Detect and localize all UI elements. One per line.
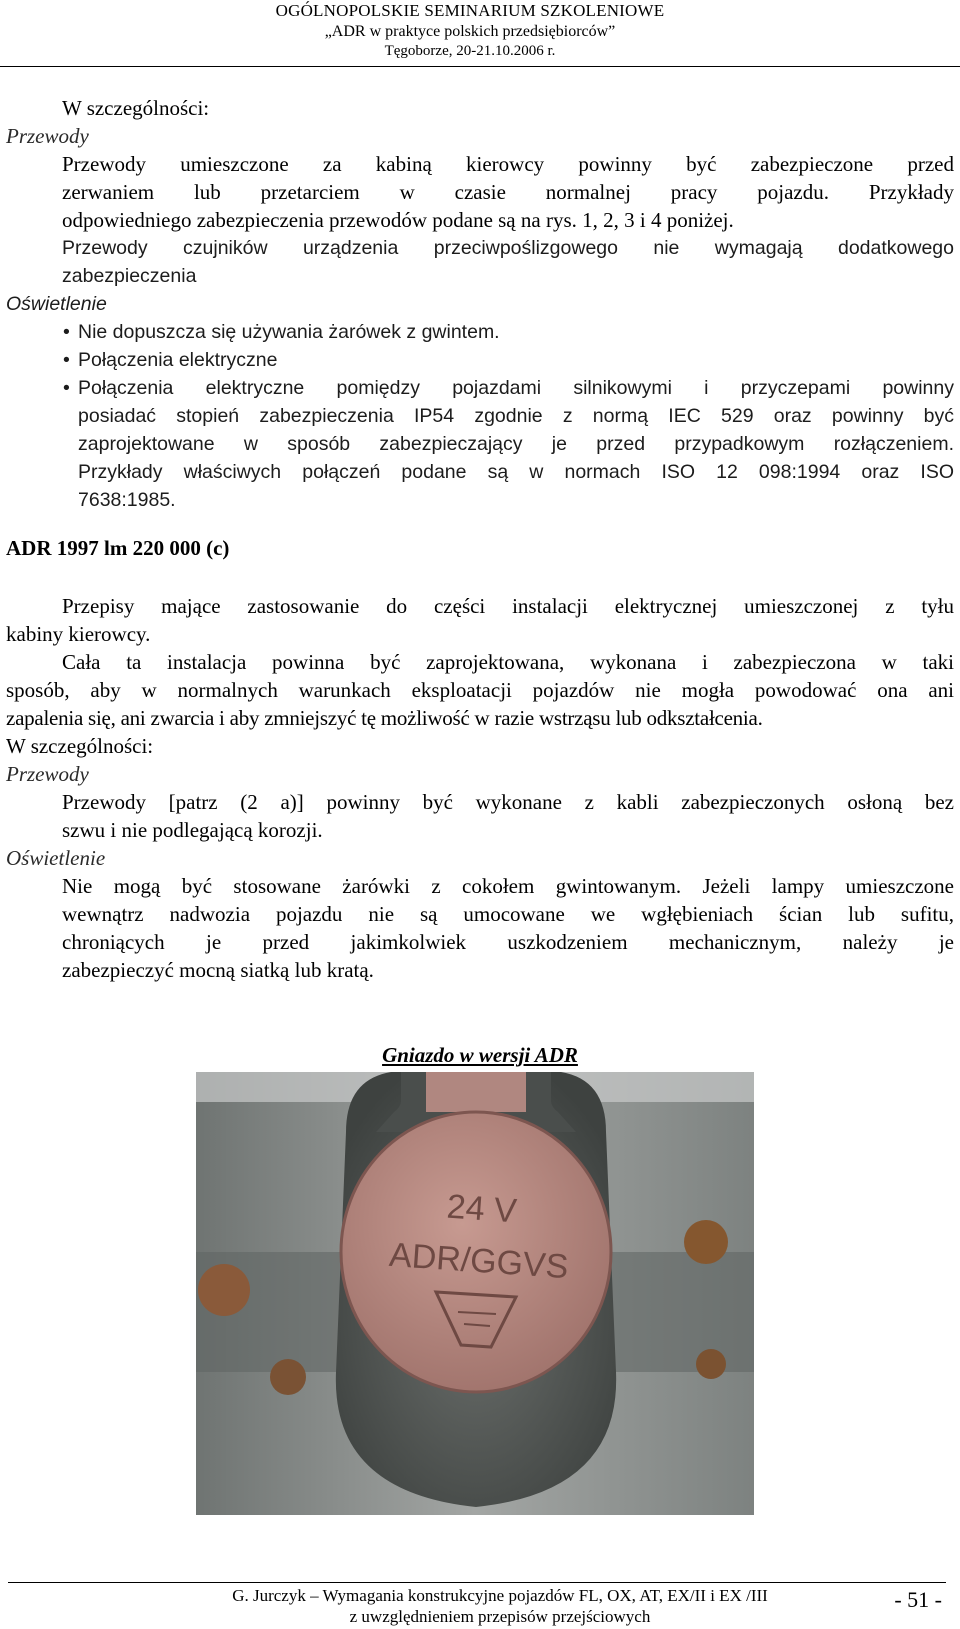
bullet-icon: • xyxy=(63,377,70,399)
paragraph-line: kabiny kierowcy. xyxy=(6,622,151,646)
subsection-title: Oświetlenie xyxy=(6,293,107,315)
paragraph-line: Przewody czujników urządzenia przeciwpoślizgowego nie wymagają dodatkowego xyxy=(62,237,954,259)
paragraph-line: szwu i nie podlegającą korozji. xyxy=(62,818,323,842)
header-place-date: Tęgoborze, 20-21.10.2006 r. xyxy=(384,43,556,59)
paragraph-line: zabezpieczenia xyxy=(62,265,197,287)
page-number: - 51 - xyxy=(894,1587,942,1612)
footer-divider xyxy=(8,1582,946,1583)
list-item-continuation: zaprojektowane w sposób zabezpieczający je przed przypadkowym rozłączeniem. xyxy=(78,433,954,455)
list-item xyxy=(6,374,954,402)
socket-photo xyxy=(196,1072,754,1515)
subsection-title: Przewody xyxy=(6,762,89,786)
footer-author-title: G. Jurczyk – Wymagania konstrukcyjne pojazdów FL, OX, AT, EX/II i EX /III xyxy=(232,1586,768,1605)
paragraph-line: Przepisy mające zastosowanie do części instalacji elektrycznej umieszczonej z tyłu xyxy=(62,594,954,618)
body-text xyxy=(6,94,954,984)
photo-embossed-voltage: 24 V xyxy=(445,1187,518,1231)
paragraph-line: sposób, aby w normalnych warunkach eksploatacji pojazdów nie mogła powodować ona ani xyxy=(6,678,954,702)
paragraph-line: zerwaniem lub przetarciem w czasie normalnej pracy pojazdu. Przykłady xyxy=(62,180,954,204)
footer-subtitle: z uwzględnieniem przepisów przejściowych xyxy=(349,1607,651,1626)
header-divider xyxy=(0,66,960,67)
section-heading: ADR 1997 lm 220 000 (c) xyxy=(6,536,230,560)
list-item-continuation: Przykłady właściwych połączeń podane są w normach ISO 12 098:1994 oraz ISO xyxy=(78,461,954,483)
bullet-icon: • xyxy=(63,349,70,371)
paragraph-line: Nie mogą być stosowane żarówki z cokołem gwintowanym. Jeżeli lampy umieszczone xyxy=(62,874,954,898)
paragraph-line: zapalenia się, ani zwarcia i aby zmniejszyć tę możliwość w razie wstrząsu lub odkształcenia. xyxy=(6,706,763,730)
paragraph-line: chroniących je przed jakimkolwiek uszkodzeniem mechanicznym, należy je xyxy=(62,930,954,954)
figure-caption: Gniazdo w wersji ADR xyxy=(382,1043,578,1067)
spacer xyxy=(6,562,954,592)
subsection-title: Oświetlenie xyxy=(6,846,106,870)
paragraph-line: odpowiedniego zabezpieczenia przewodów podane są na rys. 1, 2, 3 i 4 poniżej. xyxy=(62,208,734,232)
list-item-continuation: posiadać stopień zabezpieczenia IP54 zgodnie z normą IEC 529 oraz powinny być xyxy=(78,405,954,427)
spacer xyxy=(6,514,954,534)
subsection-title: Przewody xyxy=(6,124,89,148)
page-footer xyxy=(140,1585,860,1627)
list-item-text: Połączenia elektryczne pomiędzy pojazdami silnikowymi i przyczepami powinny xyxy=(78,377,954,399)
photo-embossed-marking: ADR/GGVS xyxy=(387,1235,570,1287)
header-subtitle: „ADR w praktyce polskich przedsiębiorców” xyxy=(324,23,616,40)
list-item xyxy=(6,318,954,346)
socket-photo-illustration xyxy=(196,1072,754,1515)
paragraph-line: Przewody umieszczone za kabiną kierowcy powinny być zabezpieczone przed xyxy=(62,152,954,176)
paragraph-line: wewnątrz nadwozia pojazdu nie są umocowane we wgłębieniach ścian lub sufitu, xyxy=(62,902,954,926)
list-item-text: Nie dopuszcza się używania żarówek z gwintem. xyxy=(78,321,500,343)
list-item-continuation: 7638:1985. xyxy=(78,489,176,511)
section-label: W szczególności: xyxy=(62,96,210,120)
bullet-icon: • xyxy=(63,321,70,343)
section-label: W szczególności: xyxy=(6,734,154,758)
page-header xyxy=(240,0,700,60)
list-item xyxy=(6,346,954,374)
list-item-text: Połączenia elektryczne xyxy=(78,349,278,371)
paragraph-line: Cała ta instalacja powinna być zaprojektowana, wykonana i zabezpieczona w taki xyxy=(62,650,954,674)
paragraph-line: Przewody [patrz (2 a)] powinny być wykonane z kabli zabezpieczonych osłoną bez xyxy=(62,790,954,814)
header-seminar-title: OGÓLNOPOLSKIE SEMINARIUM SZKOLENIOWE xyxy=(275,1,665,20)
paragraph-line: zabezpieczyć mocną siatką lub kratą. xyxy=(62,958,374,982)
